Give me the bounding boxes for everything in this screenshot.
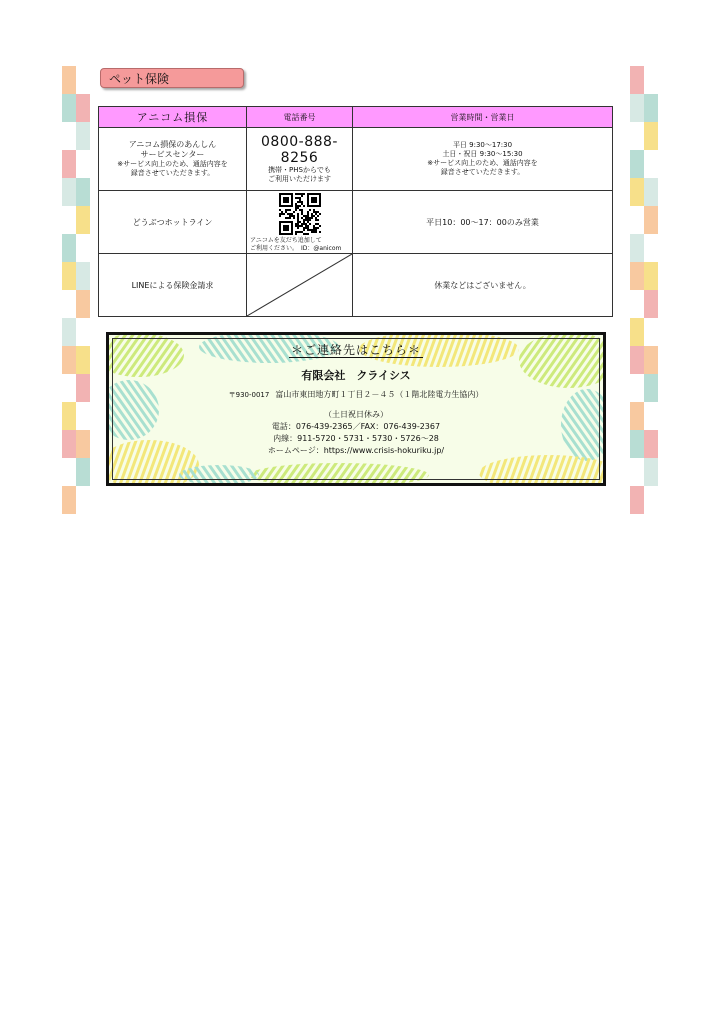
line-claim-hours: 休業などはございません。 <box>353 254 613 317</box>
extension-numbers: 内線：911-5720・5731・5730・5726～28 <box>273 434 439 443</box>
pattern-square <box>644 66 658 94</box>
pattern-square <box>630 374 644 402</box>
pattern-square <box>630 290 644 318</box>
left-check-pattern <box>62 66 90 506</box>
pattern-square <box>76 430 90 458</box>
name-line-2: サービスセンター <box>140 150 205 159</box>
pattern-square <box>630 346 644 374</box>
pattern-square <box>644 94 658 122</box>
hours-line-3: ※サービス向上のため、通話内容を <box>427 159 538 167</box>
right-check-pattern <box>630 66 658 506</box>
pattern-square <box>62 234 76 262</box>
pattern-square <box>62 178 76 206</box>
qr-note-1: アニコムを友だち追加して <box>250 237 322 244</box>
qr-cell <box>247 191 353 254</box>
pattern-square <box>644 178 658 206</box>
phone-number[interactable]: 0800-888-8256 <box>261 134 338 166</box>
pattern-square <box>630 486 644 514</box>
pattern-square <box>76 318 90 346</box>
pattern-square <box>644 458 658 486</box>
hours-line-2: 土日・祝日 9:30～15:30 <box>442 150 523 158</box>
diagonal-line <box>247 254 352 316</box>
pattern-square <box>644 122 658 150</box>
pattern-square <box>62 374 76 402</box>
service-center-name <box>99 128 247 191</box>
company-name: 有限会社 クライシス <box>301 369 411 382</box>
pattern-square <box>76 94 90 122</box>
pattern-square <box>630 458 644 486</box>
pattern-square <box>62 94 76 122</box>
zip-code: 〒930-0017 <box>228 391 270 399</box>
pattern-square <box>76 290 90 318</box>
pattern-square <box>644 234 658 262</box>
hotline-hours: 平日10：00～17：00のみ営業 <box>353 191 613 254</box>
pattern-square <box>630 206 644 234</box>
pattern-square <box>62 150 76 178</box>
pattern-square <box>76 458 90 486</box>
header-phone: 電話番号 <box>247 107 353 128</box>
phone-note-1: 携帯・PHSからでも <box>268 166 331 174</box>
pattern-square <box>76 402 90 430</box>
pattern-square <box>62 262 76 290</box>
pattern-square <box>76 346 90 374</box>
qr-note-2: ご利用ください。 ID：@anicom <box>250 245 342 252</box>
pattern-square <box>76 178 90 206</box>
pattern-square <box>76 150 90 178</box>
pattern-square <box>62 206 76 234</box>
pattern-square <box>62 318 76 346</box>
pattern-square <box>62 122 76 150</box>
name-line-1: アニコム損保のあんしん <box>128 140 217 149</box>
pattern-square <box>630 402 644 430</box>
pattern-square <box>76 206 90 234</box>
pattern-square <box>62 402 76 430</box>
contact-title-text: ＊ご連絡先はこちら＊ <box>290 343 421 357</box>
hours-line-1: 平日 9:30～17:30 <box>452 141 513 149</box>
pattern-square <box>62 458 76 486</box>
hotline-name: どうぶつホットライン <box>99 191 247 254</box>
line-claim-name: LINEによる保険金請求 <box>99 254 247 317</box>
pattern-square <box>630 234 644 262</box>
pattern-square <box>630 122 644 150</box>
contact-title <box>109 341 603 358</box>
service-hours <box>353 128 613 191</box>
header-hours: 営業時間・営業日 <box>353 107 613 128</box>
header-company: アニコム損保 <box>99 107 247 128</box>
company-address <box>109 389 603 400</box>
pattern-square <box>630 66 644 94</box>
pattern-square <box>76 486 90 514</box>
pattern-square <box>644 486 658 514</box>
pattern-square <box>62 290 76 318</box>
pattern-square <box>644 318 658 346</box>
name-note-1: ※サービス向上のため、通話内容を <box>117 160 228 168</box>
pattern-square <box>630 430 644 458</box>
name-note-2: 録音させていただきます。 <box>130 169 215 177</box>
pattern-square <box>76 66 90 94</box>
pattern-square <box>644 430 658 458</box>
pattern-square <box>62 430 76 458</box>
pattern-square <box>630 94 644 122</box>
address-text: 富山市東田地方町１丁目２－４５（１階北陸電力生協内） <box>275 390 484 399</box>
pattern-square <box>62 66 76 94</box>
pattern-square <box>644 402 658 430</box>
pattern-square <box>630 178 644 206</box>
tel-fax: 電話：076-439-2365／FAX：076-439-2367 <box>271 422 441 431</box>
qr-code-icon[interactable] <box>279 193 321 235</box>
empty-diagonal-cell <box>247 254 353 317</box>
insurance-contact-table <box>98 106 613 317</box>
pattern-square <box>62 346 76 374</box>
pattern-square <box>630 150 644 178</box>
section-label-pet-insurance: ペット保険 <box>100 68 244 88</box>
pattern-square <box>630 318 644 346</box>
pattern-square <box>644 290 658 318</box>
homepage-link[interactable]: ホームページ：https://www.crisis-hokuriku.jp/ <box>267 446 445 455</box>
pattern-square <box>644 262 658 290</box>
pattern-square <box>630 262 644 290</box>
pattern-square <box>62 486 76 514</box>
pattern-square <box>76 262 90 290</box>
hours-line-4: 録音させていただきます。 <box>440 168 525 176</box>
pattern-square <box>644 150 658 178</box>
phone-note-2: ご利用いただけます <box>268 175 331 183</box>
phone-cell <box>247 128 353 191</box>
pattern-square <box>76 122 90 150</box>
pattern-square <box>644 206 658 234</box>
holiday-note: （土日祝日休み） <box>324 410 388 419</box>
contact-box <box>106 332 606 486</box>
pattern-square <box>644 374 658 402</box>
pattern-square <box>76 374 90 402</box>
pattern-square <box>76 234 90 262</box>
pattern-square <box>644 346 658 374</box>
